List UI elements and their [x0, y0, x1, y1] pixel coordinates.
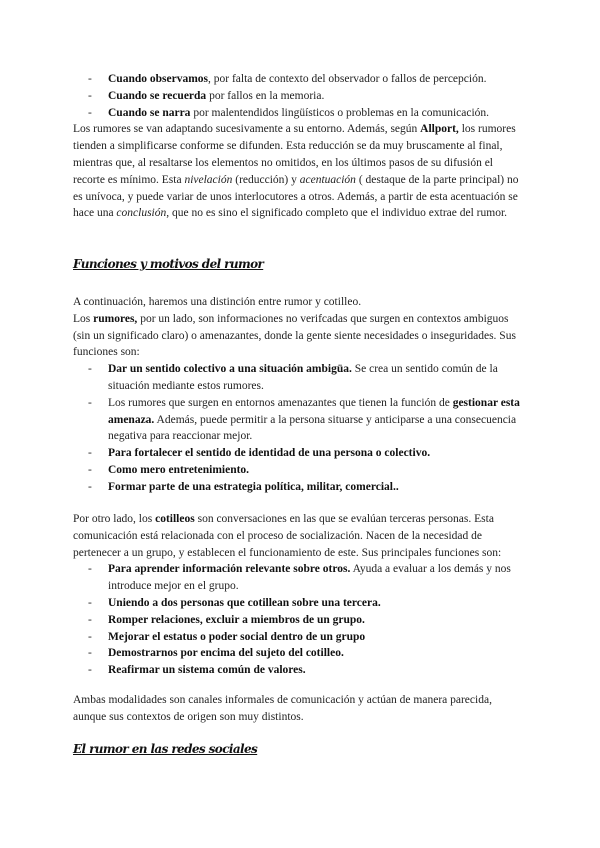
list-item: - Cuando se narra por malentendidos lingüísticos o problemas en la comunicación. [73, 105, 525, 122]
list-item: - Demostrarnos por encima del sujeto del cotilleo. [73, 645, 525, 662]
paragraph-conclusion: Ambas modalidades son canales informales de comunicación y actúan de manera parecida, aunque sus contextos de origen son muy distintos. [73, 694, 492, 723]
section-gossip-body [73, 511, 525, 679]
paragraph-gossip: Por otro lado, los cotilleos son conversaciones en las que se evalúan terceras personas. Esta comunicación está relacionada con el proceso de socialización. Nacen de la necesidad de pertenecer a un grupo, y establecen el funcionamiento de este. Sus principales funciones son: [73, 513, 502, 559]
list-item: - Dar un sentido colectivo a una situación ambigüa. Se crea un sentido común de la situación mediante estos rumores. [73, 361, 525, 395]
section-conclusion-body [73, 692, 525, 726]
list-item: - Cuando se recuerda por fallos en la memoria. [73, 88, 525, 105]
memory-failure-list [73, 71, 525, 222]
list-item: - Uniendo a dos personas que cotillean sobre una tercera. [73, 595, 525, 612]
list-item: - Cuando observamos, por falta de contexto del observador o fallos de percepción. [73, 71, 525, 88]
list-item: - Como mero entretenimiento. [73, 462, 525, 479]
rumor-functions-list [73, 361, 525, 495]
list-item: - Formar parte de una estrategia política, militar, comercial.. [73, 479, 525, 496]
list-item: - Mejorar el estatus o poder social dentro de un grupo [73, 629, 525, 646]
paragraph-rumors: Los rumores, por un lado, son informaciones no verifcadas que surgen en contextos ambiguos (sin un significado claro) o amenazantes, donde la gente siente necesidades o inseguridades. Sus funciones son: [73, 312, 516, 359]
paragraph-intro: A continuación, haremos una distinción entre rumor y cotilleo. [73, 296, 362, 308]
gossip-functions-list [73, 561, 525, 679]
section-functions-body [73, 294, 525, 496]
paragraph-adaptation: Los rumores se van adaptando sucesivamente a su entorno. Además, según Allport, los rumores tienden a simplificarse conforme se difunden. Esta reducción se da muy bruscamente al final, mientras que, al resaltarse los elementos no omitidos, en los últimos pasos de su difusión el recorte es mínimo. Esta nivelación (reducción) y acentuación ( destaque de la parte principal) no es unívoca, y puede variar de unos interlocutores a otros. Además, a partir de esta acentuación se hace una conclusión, que no es sino el significado completo que el individuo extrae del rumor. [73, 123, 519, 220]
section-heading-functions: Funciones y motivos del rumor [73, 257, 264, 271]
list-item: - Los rumores que surgen en entornos amenazantes que tienen la función de gestionar esta amenaza. Además, puede permitir a la persona situarse y anticiparse a una consecuencia negativa para reaccionar mejor. [73, 395, 525, 445]
list-item: - Romper relaciones, excluir a miembros de un grupo. [73, 612, 525, 629]
list-item: - Para fortalecer el sentido de identidad de una persona o colectivo. [73, 445, 525, 462]
list-item: - Reafirmar un sistema común de valores. [73, 662, 525, 679]
section-heading-social-networks: El rumor en las redes sociales [73, 742, 258, 756]
list-item: - Para aprender información relevante sobre otros. Ayuda a evaluar a los demás y nos introduce mejor en el grupo. [73, 561, 525, 595]
